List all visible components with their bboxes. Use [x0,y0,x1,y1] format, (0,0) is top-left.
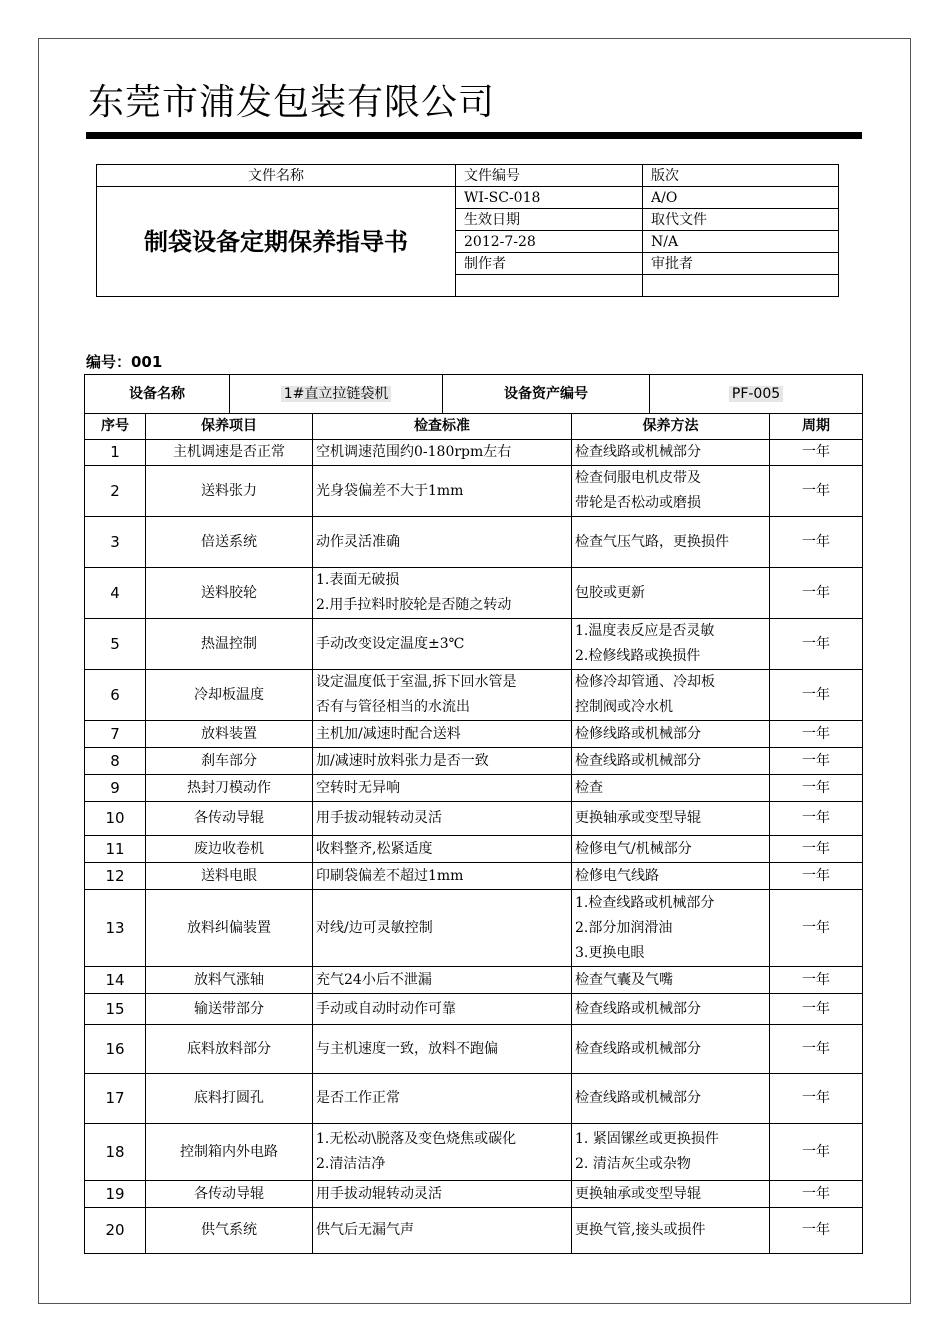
standard-line: 1.无松动\脱落及变色烧焦或碳化 [316,1131,517,1147]
document-number: 编号：001 [86,353,163,371]
standard-cell [313,568,572,619]
author-value [456,275,643,297]
period-cell: 一年 [770,1124,863,1181]
standard-cell [313,1208,572,1254]
seq-cell: 5 [85,619,146,670]
method-line: 3.更换电眼 [575,944,645,961]
table-row [85,670,863,721]
header-seq: 序号 [85,414,146,440]
item-cell: 底料打圆孔 [146,1074,313,1124]
period-cell: 一年 [770,967,863,994]
seq-cell: 8 [85,748,146,775]
standard-cell [313,1025,572,1074]
method-cell [572,619,770,670]
item-cell: 控制箱内外电路 [146,1124,313,1181]
seq-cell: 16 [85,1025,146,1074]
standard-cell [313,721,572,748]
seq-cell: 17 [85,1074,146,1124]
replace-doc-value: N/A [643,231,839,253]
period-cell: 一年 [770,517,863,568]
seq-cell: 3 [85,517,146,568]
method-line: 检修冷却管通、冷却板 [575,674,716,690]
item-cell: 放料纠偏装置 [146,890,313,967]
seq-cell: 6 [85,670,146,721]
period-cell: 一年 [770,748,863,775]
method-line: 更换轴承或变型导辊 [575,810,702,826]
table-row [85,836,863,863]
maintenance-rows [85,440,863,1254]
method-line: 带轮是否松动或磨损 [575,495,702,511]
seq-cell: 7 [85,721,146,748]
method-cell [572,775,770,802]
period-cell: 一年 [770,836,863,863]
method-line: 检查线路或机械部分 [575,1090,702,1106]
standard-line: 空转时无异响 [316,779,400,796]
table-row [85,967,863,994]
table-row [85,890,863,967]
asset-number-label: 设备资产编号 [443,375,650,414]
period-cell: 一年 [770,440,863,466]
method-cell [572,440,770,466]
doc-no-value: WI-SC-018 [456,187,643,209]
method-line: 1. 紧固镙丝或更换损件 [575,1131,719,1147]
seq-cell: 9 [85,775,146,802]
standard-line: 2.用手拉料时胶轮是否随之转动 [316,597,512,613]
standard-cell [313,802,572,836]
item-cell: 送料张力 [146,466,313,517]
standard-cell [313,890,572,967]
item-cell: 送料胶轮 [146,568,313,619]
version-label: 版次 [643,165,839,187]
seq-cell: 2 [85,466,146,517]
approver-label: 审批者 [643,253,839,275]
standard-line: 加/减速时放料张力是否一致 [316,752,489,769]
method-cell [572,1074,770,1124]
method-cell [572,863,770,890]
method-cell [572,1025,770,1074]
item-cell: 倍送系统 [146,517,313,568]
method-cell [572,994,770,1025]
table-row [85,1074,863,1124]
document-info-table [96,164,839,297]
period-cell: 一年 [770,721,863,748]
standard-cell [313,1074,572,1124]
seq-cell: 12 [85,863,146,890]
method-cell [572,568,770,619]
period-cell: 一年 [770,890,863,967]
method-line: 检查线路或机械部分 [575,444,702,460]
standard-line: 2.清洁洁净 [316,1156,386,1172]
method-line: 检查气囊及气嘴 [575,971,674,988]
table-row [85,1124,863,1181]
table-row [85,802,863,836]
seq-cell: 13 [85,890,146,967]
header-period: 周期 [770,414,863,440]
header-method: 保养方法 [572,414,770,440]
seq-cell: 14 [85,967,146,994]
item-cell: 底料放料部分 [146,1025,313,1074]
period-cell: 一年 [770,863,863,890]
doc-info-row [97,165,839,187]
method-line: 检查线路或机械部分 [575,1000,702,1017]
item-cell: 输送带部分 [146,994,313,1025]
method-cell [572,517,770,568]
effective-date-value: 2012-7-28 [456,231,643,253]
standard-line: 充气24小后不泄漏 [316,971,432,988]
standard-line: 光身袋偏差不大于1mm [316,482,464,499]
table-row [85,775,863,802]
period-cell: 一年 [770,1025,863,1074]
item-cell: 各传动导辊 [146,1181,313,1208]
header-standard: 检查标准 [313,414,572,440]
standard-cell [313,775,572,802]
seq-cell: 11 [85,836,146,863]
method-cell [572,748,770,775]
method-line: 检修电气/机械部分 [575,840,692,857]
method-cell [572,466,770,517]
period-cell: 一年 [770,775,863,802]
item-cell: 供气系统 [146,1208,313,1254]
method-cell [572,802,770,836]
method-line: 2.检修线路或换损件 [575,648,701,664]
header-item: 保养项目 [146,414,313,440]
item-cell: 热温控制 [146,619,313,670]
version-value: A/O [643,187,839,209]
table-row [85,568,863,619]
company-name: 东莞市浦发包装有限公司 [88,82,496,123]
item-cell: 放料气涨轴 [146,967,313,994]
standard-line: 手动或自动时动作可靠 [316,1000,456,1017]
standard-cell [313,1124,572,1181]
table-row [85,1025,863,1074]
equipment-name-cell [230,375,443,414]
standard-cell [313,967,572,994]
item-cell: 主机调速是否正常 [146,440,313,466]
period-cell: 一年 [770,1181,863,1208]
standard-cell [313,466,572,517]
period-cell: 一年 [770,994,863,1025]
standard-line: 主机加/减速时配合送料 [316,725,461,742]
standard-line: 与主机速度一致，放料不跑偏 [316,1040,498,1057]
method-line: 1.温度表反应是否灵敏 [575,623,715,639]
standard-line: 印刷袋偏差不超过1mm [316,867,464,884]
table-row [85,440,863,466]
item-cell: 热封刀模动作 [146,775,313,802]
method-line: 控制阀或冷水机 [575,699,674,715]
item-cell: 废边收卷机 [146,836,313,863]
table-row [85,721,863,748]
standard-cell [313,863,572,890]
equipment-name-value: 1#直立拉链袋机 [281,386,392,402]
standard-cell [313,440,572,466]
header-row [85,414,863,440]
standard-line: 用手拔动辊转动灵活 [316,810,442,826]
equipment-name-label: 设备名称 [85,375,230,414]
method-line: 检查线路或机械部分 [575,752,702,769]
method-line: 更换轴承或变型导辊 [575,1185,702,1202]
asset-number-value: PF-005 [729,386,783,402]
file-name-label: 文件名称 [97,165,456,187]
method-cell [572,836,770,863]
standard-cell [313,619,572,670]
asset-number-cell [650,375,863,414]
method-line: 更换气管,接头或损件 [575,1222,706,1238]
item-cell: 刹车部分 [146,748,313,775]
doc-no-label: 文件编号 [456,165,643,187]
item-cell: 各传动导辊 [146,802,313,836]
standard-line: 供气后无漏气声 [316,1222,414,1238]
document-title: 制袋设备定期保养指导书 [97,187,456,297]
effective-date-label: 生效日期 [456,209,643,231]
method-cell [572,890,770,967]
period-cell: 一年 [770,466,863,517]
author-label: 制作者 [456,253,643,275]
method-cell [572,721,770,748]
method-line: 包胶或更新 [575,584,646,601]
table-row [85,1208,863,1254]
standard-cell [313,517,572,568]
standard-line: 1.表面无破损 [316,572,400,588]
table-row [85,994,863,1025]
method-line: 检查伺服电机皮带及 [575,470,702,486]
table-row [85,517,863,568]
method-line: 检查 [575,779,604,796]
standard-line: 是否工作正常 [316,1090,400,1106]
standard-cell [313,836,572,863]
period-cell: 一年 [770,670,863,721]
method-line: 检查线路或机械部分 [575,1040,702,1057]
standard-line: 动作灵活准确 [316,533,400,550]
standard-cell [313,994,572,1025]
standard-line: 手动改变设定温度±3℃ [316,635,465,652]
period-cell: 一年 [770,568,863,619]
approver-value [643,275,839,297]
period-cell: 一年 [770,1074,863,1124]
replace-doc-label: 取代文件 [643,209,839,231]
standard-line: 收料整齐,松紧适度 [316,840,433,857]
table-row [85,619,863,670]
maintenance-table [84,374,863,1254]
method-cell [572,670,770,721]
table-row [85,1181,863,1208]
item-cell: 送料电眼 [146,863,313,890]
standard-cell [313,1181,572,1208]
standard-line: 设定温度低于室温,拆下回水管是 [316,674,517,690]
doc-info-row [97,187,839,209]
seq-cell: 15 [85,994,146,1025]
method-line: 检查气压气路，更换损件 [575,533,730,550]
method-line: 1.检查线路或机械部分 [575,894,715,911]
period-cell: 一年 [770,619,863,670]
seq-cell: 10 [85,802,146,836]
table-row [85,466,863,517]
seq-cell: 20 [85,1208,146,1254]
period-cell: 一年 [770,1208,863,1254]
method-cell [572,1181,770,1208]
seq-cell: 19 [85,1181,146,1208]
period-cell: 一年 [770,802,863,836]
standard-line: 对线/边可灵敏控制 [316,919,433,936]
method-line: 检修线路或机械部分 [575,725,702,742]
standard-line: 否有与管径相当的水流出 [316,699,470,715]
standard-cell [313,748,572,775]
standard-cell [313,670,572,721]
table-row [85,748,863,775]
seq-cell: 4 [85,568,146,619]
method-line: 2. 清洁灰尘或杂物 [575,1156,691,1172]
method-cell [572,1208,770,1254]
standard-line: 空机调速范围约0-180rpm左右 [316,444,512,460]
method-cell [572,1124,770,1181]
method-cell [572,967,770,994]
equipment-row [85,375,863,414]
item-cell: 冷却板温度 [146,670,313,721]
seq-cell: 18 [85,1124,146,1181]
seq-cell: 1 [85,440,146,466]
standard-line: 用手拔动辊转动灵活 [316,1185,442,1202]
method-line: 检修电气线路 [575,867,660,884]
header-rule [86,132,862,139]
method-line: 2.部分加润滑油 [575,919,673,936]
table-row [85,863,863,890]
item-cell: 放料装置 [146,721,313,748]
